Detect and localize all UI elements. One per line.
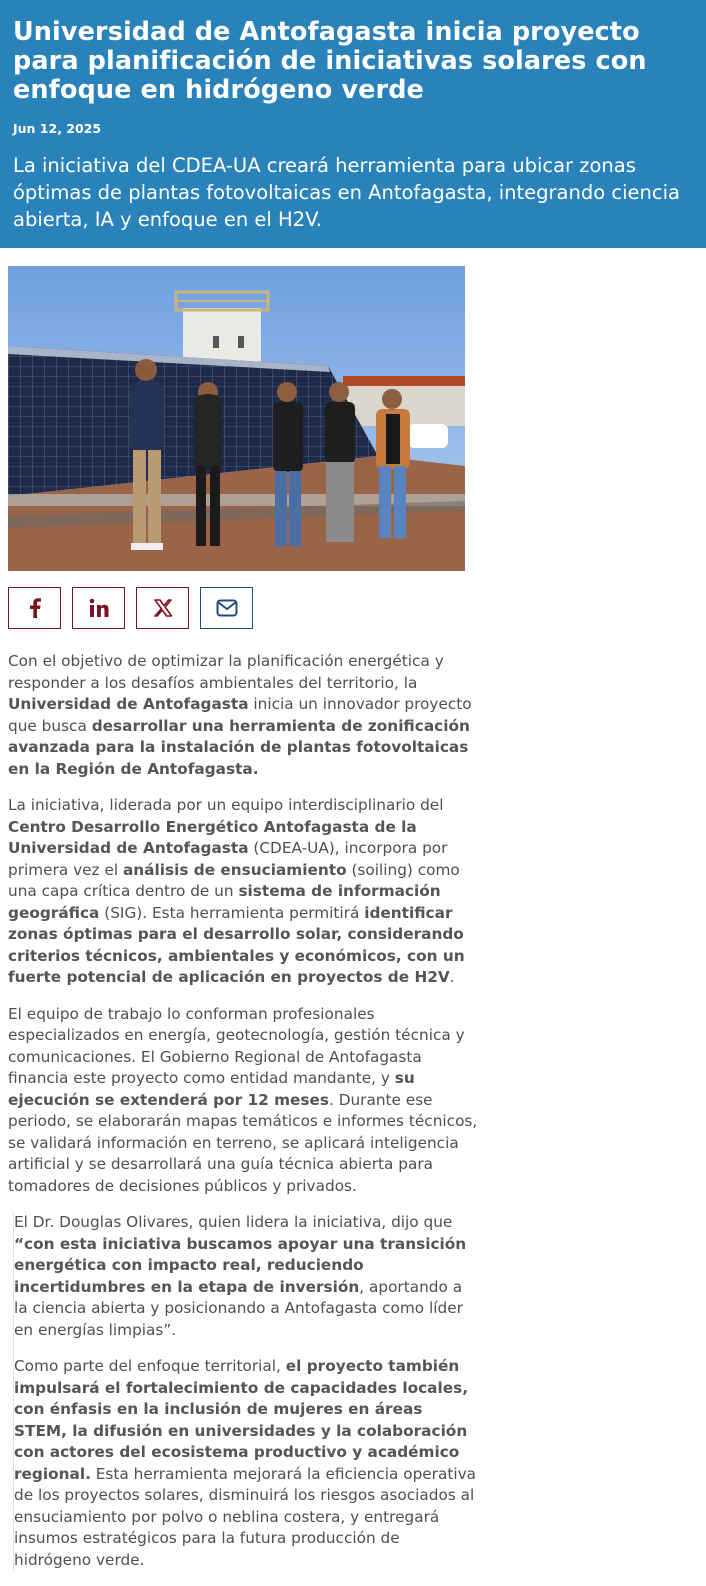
bold-text: análisis de ensuciamiento — [122, 860, 347, 879]
share-bar — [8, 587, 253, 631]
paragraph-5 — [14, 1356, 478, 1571]
bold-quote: “con esta iniciativa buscamos apoyar una transición energética con impacto real, reduciendo incertidumbres en la etapa de inversión — [14, 1234, 467, 1296]
text: La iniciativa, liderada por un equipo interdisciplinario del — [8, 796, 444, 814]
person-4 — [325, 382, 355, 542]
share-linkedin-button[interactable] — [72, 587, 125, 629]
text: Como parte del enfoque territorial, — [14, 1357, 286, 1375]
paragraph-1 — [8, 651, 478, 780]
hero-image — [8, 266, 465, 571]
article-title: Universidad de Antofagasta inicia proyecto para planificación de iniciativas solares con enfoque en hidrógeno verde — [13, 17, 647, 105]
bold-text: el proyecto también impulsará el fortalecimiento de capacidades locales, con énfasis en la inclusión de mujeres en áreas STEM, la difusión en universidades y la colaboración con actores del ecosistema productivo y académico regional. — [14, 1357, 469, 1483]
hero-photo-illustration — [8, 266, 465, 571]
bold-text: Universidad de Antofagasta — [8, 695, 249, 713]
paragraph-2 — [8, 795, 478, 989]
paragraph-3 — [8, 1004, 478, 1198]
share-facebook-button[interactable] — [8, 587, 61, 629]
text: Con el objetivo de optimizar la planificación energética y responder a los desafíos ambientales del territorio, la — [8, 652, 444, 692]
publish-date: Jun 12, 2025 — [13, 121, 102, 136]
article-body — [8, 651, 478, 1586]
mail-icon — [216, 599, 238, 617]
bold-text: Centro Desarrollo Energético Antofagasta de la Universidad de Antofagasta — [8, 817, 417, 857]
text: (soiling) como una capa crítica dentro de un — [8, 860, 460, 900]
text: (SIG). Esta herramienta permitirá — [99, 903, 365, 922]
article-subtitle: La iniciativa del CDEA-UA creará herramienta para ubicar zonas óptimas de plantas fotovoltaicas en Antofagasta, integrando ciencia abierta, IA y enfoque en el H2V. — [13, 154, 680, 231]
bold-text: identificar zonas óptimas para el desarrollo solar, considerando criterios técnicos, ambientales y económicos, con un fuerte potencial de aplicación en proyectos de H2V — [8, 903, 465, 986]
text: . Durante ese periodo, se elaborarán mapas temáticos e informes técnicos, se validará información en terreno, se aplicará inteligencia artificial y se desarrollará una guía técnica abierta para tomadores de decisiones públicos y privados. — [8, 1090, 478, 1195]
text: El Dr. Douglas Olivares, quien lidera la iniciativa, dijo que — [14, 1213, 453, 1231]
text: El equipo de trabajo lo conforman profesionales especializados en energía, geotecnología, gestión técnica y comunicaciones. El Gobierno Regional de Antofagasta financia este proyecto como entidad mandante, y — [8, 1004, 465, 1087]
linkedin-icon — [89, 598, 109, 618]
article-header — [0, 0, 706, 248]
share-email-button[interactable] — [200, 587, 253, 629]
text: , aportando a la ciencia abierta y posicionando a Antofagasta como líder en energías limpias”. — [14, 1277, 463, 1339]
text: Esta herramienta mejorará la eficiencia operativa de los proyectos solares, disminuirá los riesgos asociados al ensuciamiento por polvo o neblina costera, y entregará insumos estratégicos para la futura producción de hidrógeno verde. — [14, 1464, 477, 1569]
share-x-button[interactable] — [136, 587, 189, 629]
text: (CDEA-UA), incorpora por primera vez el — [8, 839, 448, 879]
quote-block — [13, 1212, 478, 1571]
text: . — [449, 968, 455, 986]
bold-text: su ejecución se extenderá por 12 meses — [8, 1069, 415, 1109]
facebook-icon — [27, 598, 43, 618]
text: inicia un innovador proyecto que busca — [8, 695, 472, 735]
paragraph-4 — [14, 1212, 478, 1341]
x-icon — [153, 598, 173, 618]
bold-text: desarrollar una herramienta de zonificación avanzada para la instalación de plantas fotovoltaicas en la Región de Antofagasta. — [8, 716, 470, 778]
bold-text: sistema de información geográfica — [8, 882, 441, 922]
